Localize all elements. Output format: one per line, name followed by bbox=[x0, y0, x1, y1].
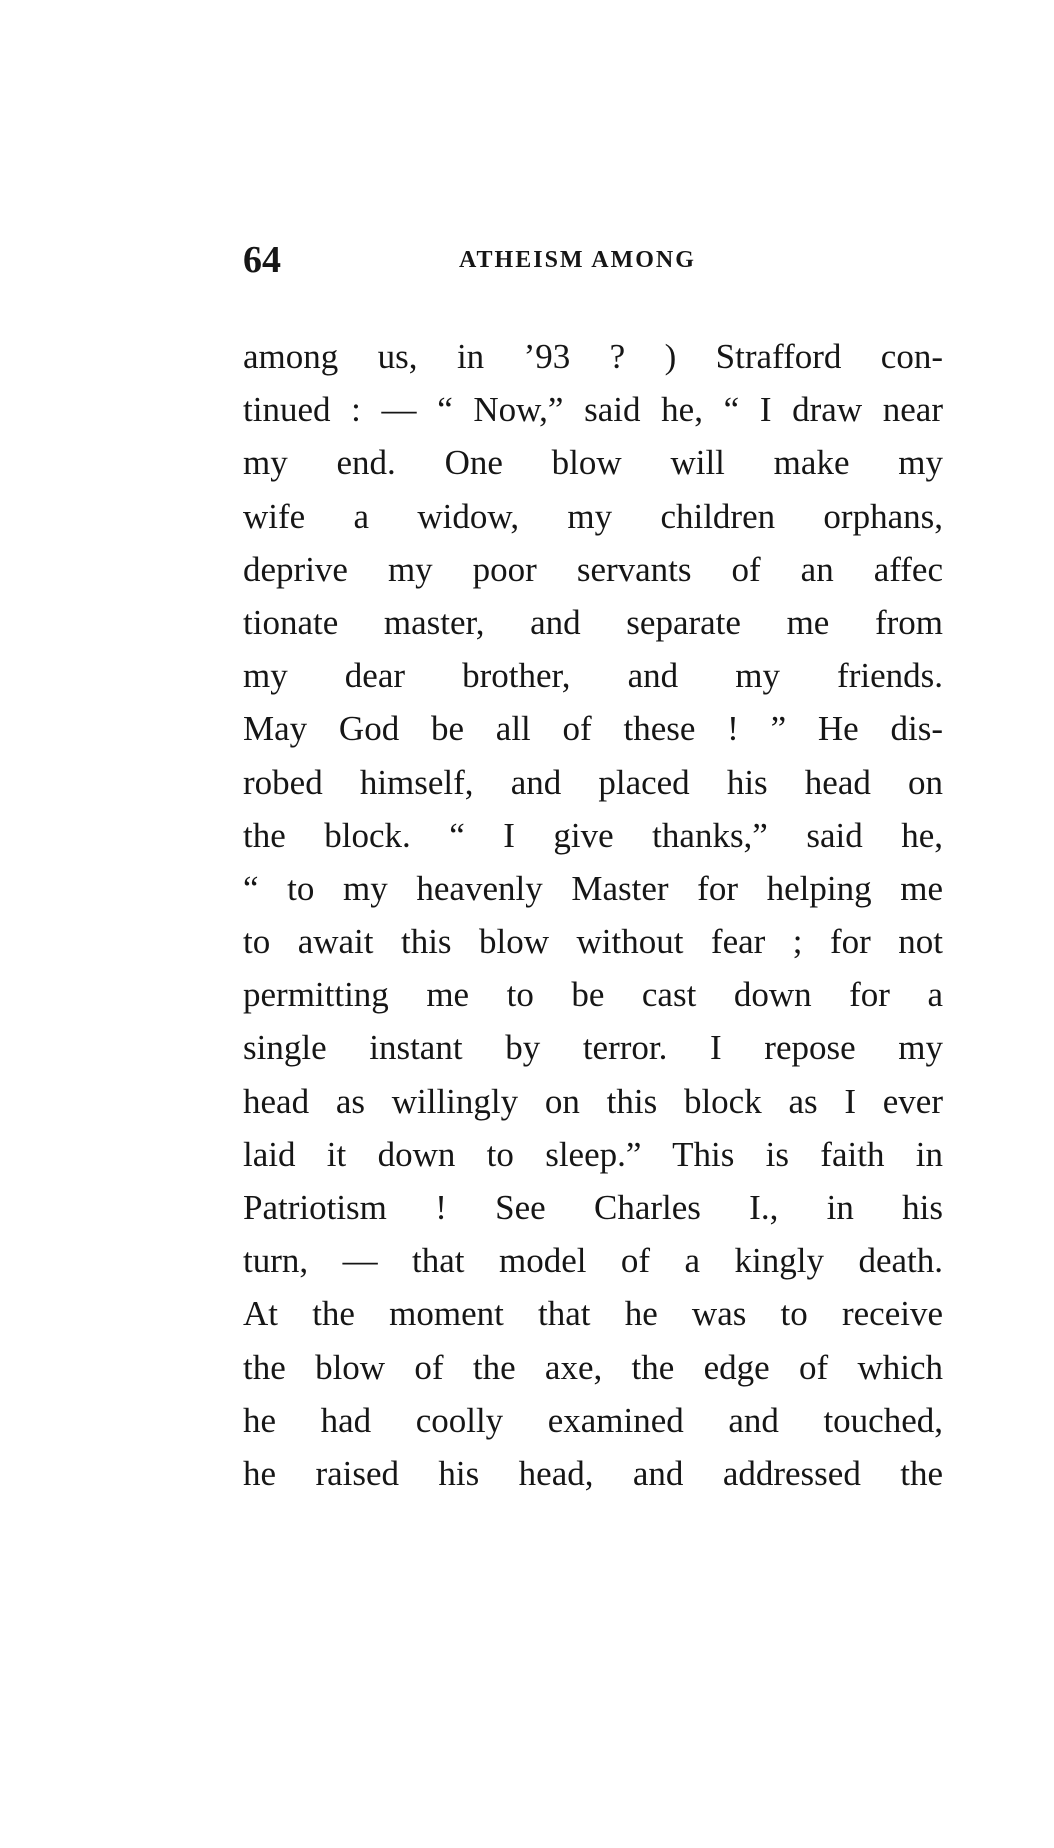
text-line: deprive my poor servants of an affec bbox=[243, 549, 943, 589]
page-number: 64 bbox=[243, 239, 281, 281]
text-line: turn, — that model of a kingly death. bbox=[243, 1241, 943, 1281]
text-line: laid it down to sleep.” This is faith in bbox=[243, 1134, 943, 1174]
text-line: At the moment that he was to receive bbox=[243, 1294, 943, 1334]
text-line: wife a widow, my children orphans, bbox=[243, 496, 943, 536]
text-line: among us, in ’93 ? ) Strafford con- bbox=[243, 337, 943, 376]
text-line: my end. One blow will make my bbox=[243, 443, 943, 483]
text-line: to await this blow without fear ; for not bbox=[243, 922, 943, 962]
text-line: the block. “ I give thanks,” said he, bbox=[243, 815, 943, 855]
text-line: my dear brother, and my friends. bbox=[243, 656, 943, 696]
text-line: tinued : — “ Now,” said he, “ I draw near bbox=[243, 390, 943, 430]
text-line: tionate master, and separate me from bbox=[243, 602, 943, 642]
running-head bbox=[243, 236, 943, 284]
text-line: permitting me to be cast down for a bbox=[243, 975, 943, 1015]
text-line: he had coolly examined and touched, bbox=[243, 1400, 943, 1440]
text-line: the blow of the axe, the edge of which bbox=[243, 1347, 943, 1387]
text-line: Patriotism ! See Charles I., in his bbox=[243, 1188, 943, 1227]
text-line: “ to my heavenly Master for helping me bbox=[243, 868, 943, 908]
body-text bbox=[243, 330, 943, 1500]
text-line: May God be all of these ! ” He dis- bbox=[243, 709, 943, 749]
text-line: robed himself, and placed his head on bbox=[243, 762, 943, 802]
text-line: single instant by terror. I repose my bbox=[243, 1028, 943, 1068]
text-line: he raised his head, and addressed the bbox=[243, 1453, 943, 1493]
text-line: head as willingly on this block as I ever bbox=[243, 1081, 943, 1121]
running-title: ATHEISM AMONG bbox=[459, 247, 696, 273]
